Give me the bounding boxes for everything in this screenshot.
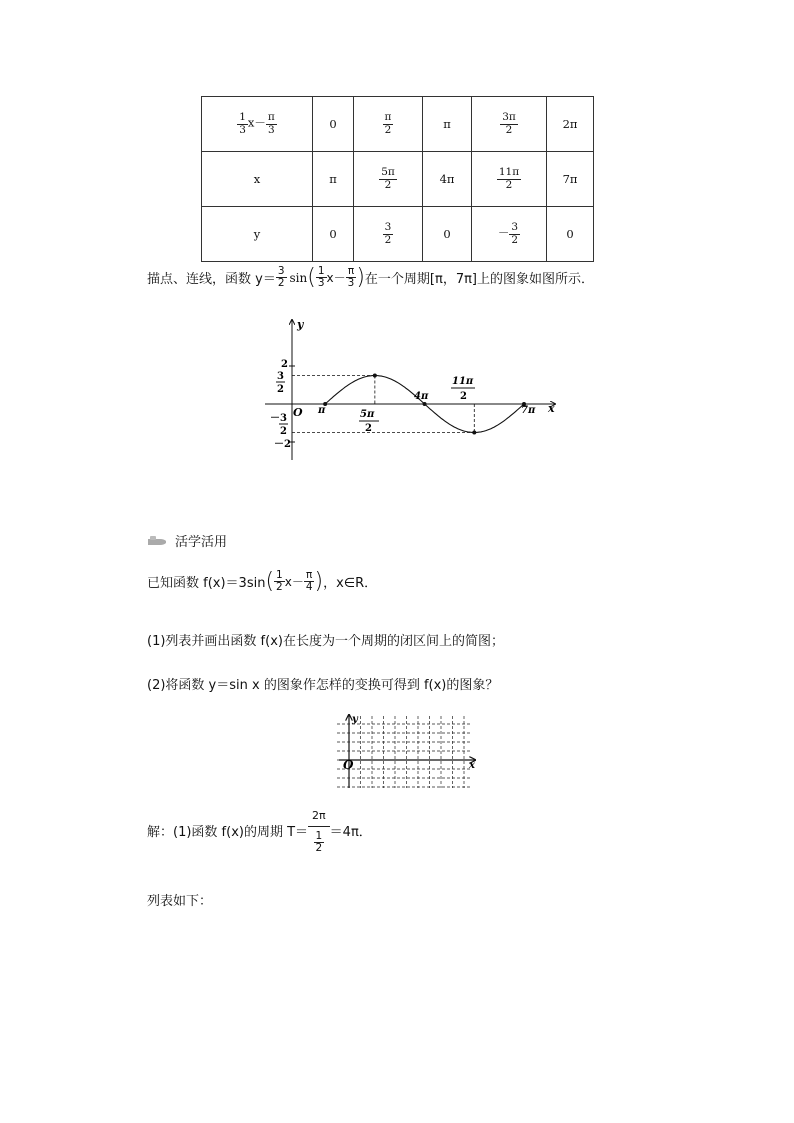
question-1: (1)列表并画出函数 f(x)在长度为一个周期的闭区间上的简图； <box>147 634 504 649</box>
cell: 0 <box>313 207 354 262</box>
section-title: 活学活用 <box>175 535 228 550</box>
x-tick-11pi2-den: 2 <box>460 391 467 402</box>
cell: 4π <box>423 152 472 207</box>
y-tick-neg3-2-num: －3 <box>270 413 287 424</box>
problem-statement: 已知函数 f(x)＝3sin ( $\frac{1}{2}$ x－ $\frac{\pi}{4}$ ) ，x∈R． <box>147 568 378 594</box>
x-tick-4pi: 4π <box>414 391 429 402</box>
description-line: 描点、连线，函数 y＝ $\frac{3}{2}$ sin ( $\frac{1}{3}$ x－ $\frac{\pi}{3}$ ) 在一个周期[π，7π]上的图象如图所示． <box>147 264 594 290</box>
cell: 7π <box>547 152 594 207</box>
y-axis-label: y <box>297 318 304 331</box>
data-point <box>423 402 427 406</box>
cell: $\frac{3}{2}$ <box>354 207 423 262</box>
section-header <box>147 531 227 550</box>
cell: － $\frac{3}{2}$ <box>472 207 547 262</box>
cell: $\frac{5\pi}{2}$ <box>354 152 423 207</box>
cell: π <box>313 152 354 207</box>
x-tick-5pi2-den: 2 <box>365 423 372 434</box>
table-row <box>202 97 594 152</box>
pointing-hand-icon <box>147 535 167 546</box>
cell: 0 <box>547 207 594 262</box>
cell: $\frac{3\pi}{2}$ <box>472 97 547 152</box>
grid-x-label: x <box>469 760 475 771</box>
y-tick-3-2-den: 2 <box>277 384 284 395</box>
cell: 0 <box>313 97 354 152</box>
list-intro: 列表如下： <box>147 894 213 909</box>
row2-label: x <box>202 152 313 207</box>
solution-line: 解：(1)函数 f(x)的周期 T＝ $\frac{2\pi}{\frac{1}{2}}$ ＝4π． <box>147 809 372 854</box>
cell: $\frac{\pi}{2}$ <box>354 97 423 152</box>
table-row <box>202 207 594 262</box>
x-tick-pi: π <box>318 405 326 416</box>
y-tick-3-2-num: 3 <box>277 371 284 382</box>
grid-y-label: y <box>352 714 358 725</box>
y-tick-neg2: －2 <box>274 439 291 450</box>
cell: $\frac{11\pi}{2}$ <box>472 152 547 207</box>
cell: π <box>423 97 472 152</box>
x-tick-5pi2-num: 5π <box>360 409 375 420</box>
x-tick-11pi2-num: 11π <box>452 376 474 387</box>
data-point <box>373 374 377 378</box>
x-axis-label: x <box>548 402 555 415</box>
y-tick-2: 2 <box>281 359 288 370</box>
question-2: (2)将函数 y＝sin x 的图象作怎样的变换可得到 f(x)的图象？ <box>147 678 499 693</box>
sine-graph <box>255 312 565 472</box>
grid-origin: O <box>343 758 354 772</box>
row1-label: $\frac{1}{3}$ x－ $\frac{\pi}{3}$ <box>202 97 313 152</box>
x-tick-7pi: 7π <box>521 405 536 416</box>
table-row <box>202 152 594 207</box>
cell: 2π <box>547 97 594 152</box>
values-table <box>201 96 594 262</box>
y-tick-neg3-2-den: 2 <box>280 426 287 437</box>
data-point <box>472 431 476 435</box>
cell: 0 <box>423 207 472 262</box>
origin-label: O <box>293 406 303 419</box>
row3-label: y <box>202 207 313 262</box>
blank-grid <box>335 712 480 790</box>
